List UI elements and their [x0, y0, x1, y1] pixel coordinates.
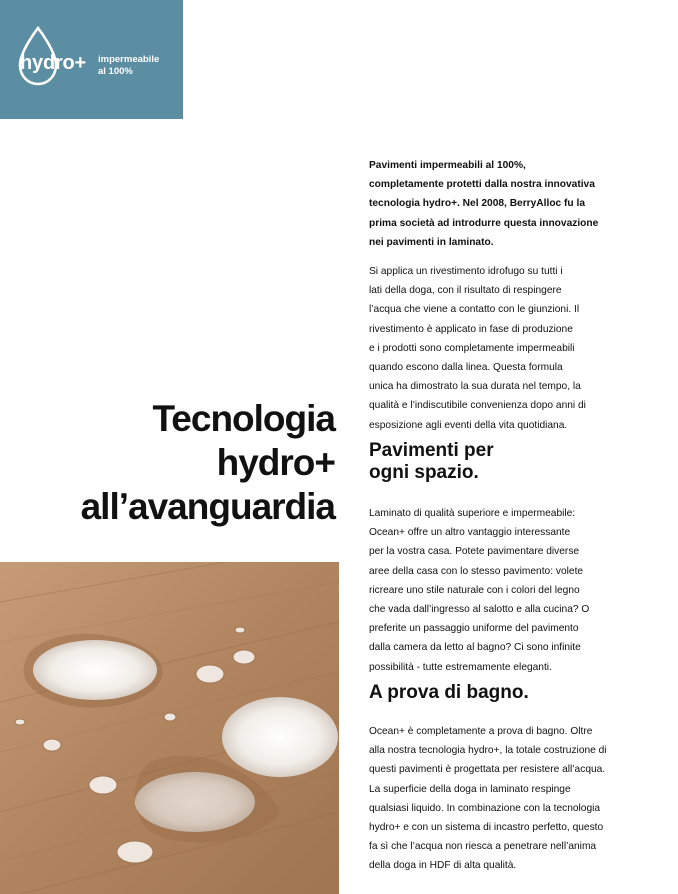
intro-body-text: Si applica un rivestimento idrofugo su tutti i lati della doga, con il risultato di respingere l’acqua che viene a contatto con le giunzioni. Il rivestimento è applicato in fase di produzione e i prodotti sono completamente impermeabili quando escono dalla linea. Questa formula unica ha dimostrato la sua durata nel tempo, la qualità e l’indiscutibile convenienza dopo anni di esposizione agli eventi della vita quotidiana.	[369, 266, 586, 431]
hydro-badge	[0, 0, 183, 119]
section-1-body	[369, 504, 639, 677]
section-1-body-text: Laminato di qualità superiore e impermeabile: Ocean+ offre un altro vantaggio interessante per la vostra casa. Potete pavimentare diverse aree della casa con lo stesso pavimento: volete ricreare uno stile naturale con i colori del legno che vada dall’ingresso al salotto e alla cucina? O preferite un passaggio uniforme del pavimento dalla camera da letto al bagno? Ci sono infinite possibilità - tutte estremamente eleganti.	[369, 508, 590, 673]
page-headline	[81, 397, 335, 529]
headline-line-2: hydro+	[216, 442, 335, 483]
headline-line-3: all’avanguardia	[80, 486, 335, 527]
headline-line-1: Tecnologia	[152, 398, 335, 439]
section-2-body	[369, 722, 639, 876]
section-1-title: Pavimenti per ogni spazio.	[369, 440, 494, 483]
intro-lead-text: Pavimenti impermeabili al 100%, completamente protetti dalla nostra innovativa tecnologia hydro+. Nel 2008, BerryAlloc fu la prima società ad introdurre questa innovazione nei pavimenti in laminato.	[369, 160, 599, 248]
brand-logo-text: hydro+	[20, 52, 87, 74]
intro-body	[369, 262, 639, 435]
section-2-title: A prova di bagno.	[369, 682, 529, 703]
badge-tagline: impermeabile al 100%	[98, 54, 160, 77]
intro-lead	[369, 156, 639, 252]
section-2-body-text: Ocean+ è completamente a prova di bagno. Oltre alla nostra tecnologia hydro+, la totale costruzione di questi pavimenti è progettata per resistere all’acqua. La superficie della doga in laminato respinge qualsiasi liquido. In combinazione con la tecnologia hydro+ e con un sistema di incastro perfetto, questo fa sì che l’acqua non riesca a penetrare nell’anima della doga in HDF di alta qualità.	[369, 726, 607, 872]
water-droplets-on-wood-photo	[0, 562, 339, 894]
